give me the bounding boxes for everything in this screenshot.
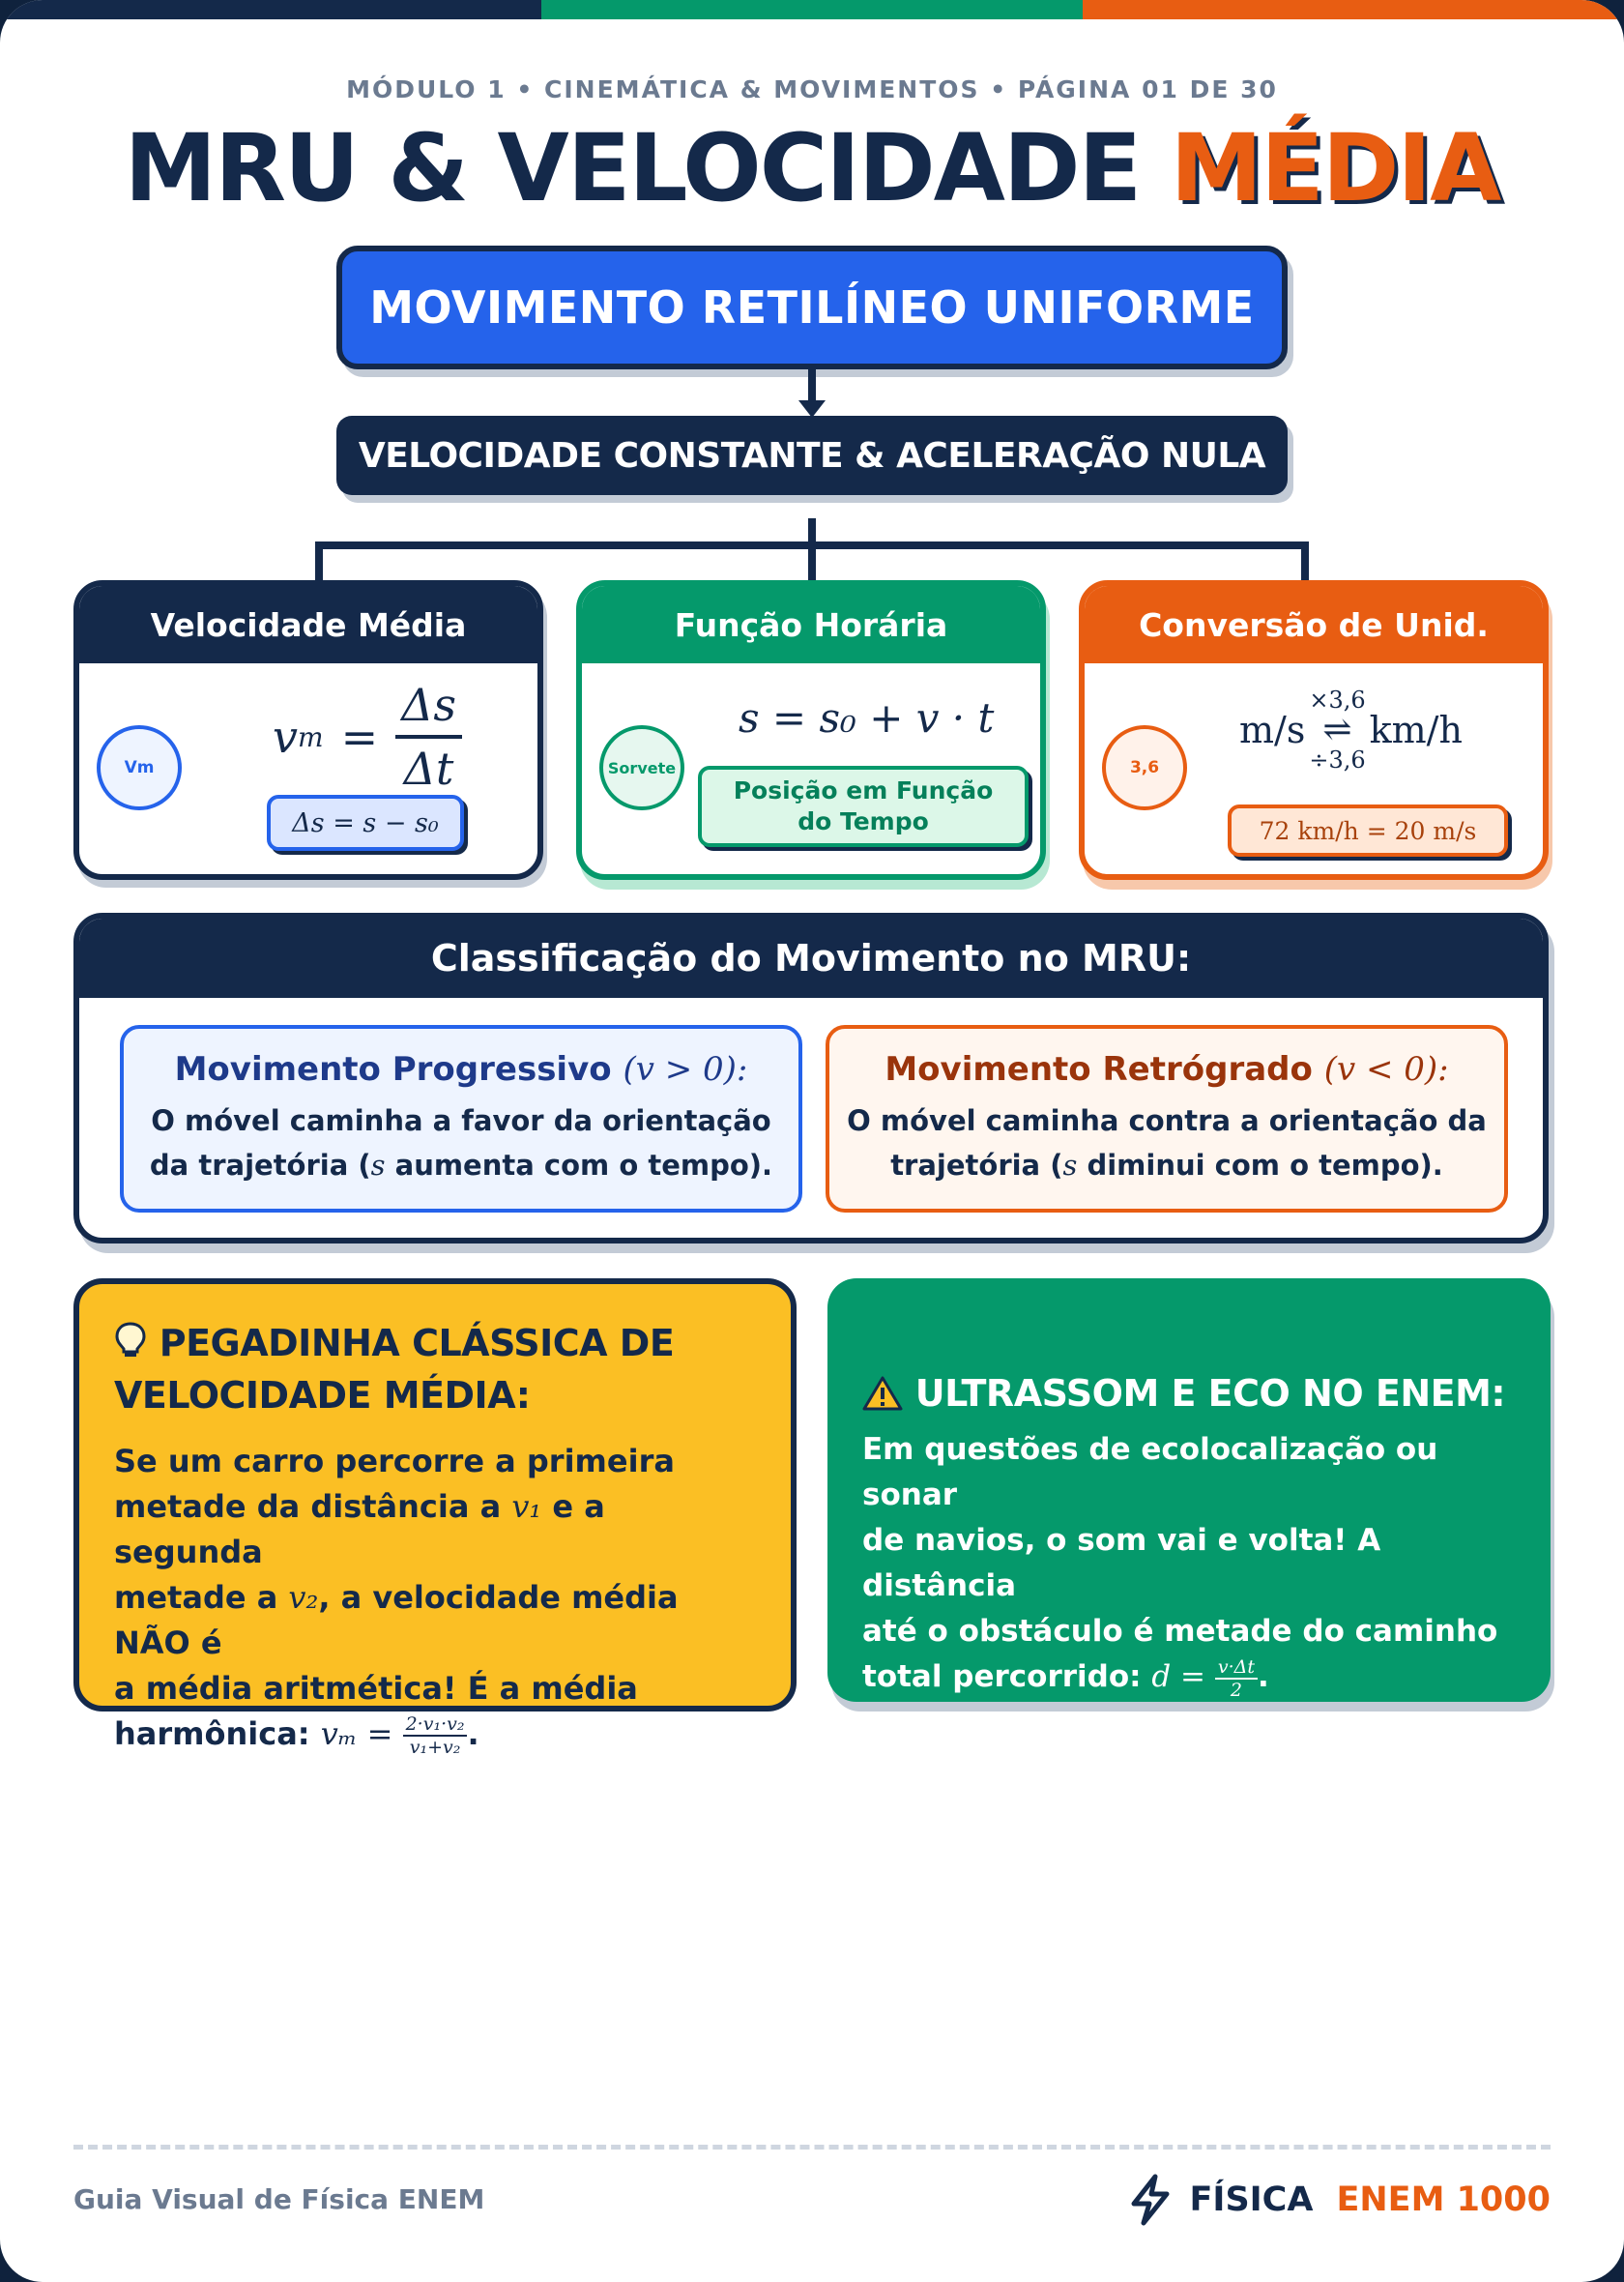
retrogrado-box: [826, 1025, 1508, 1213]
ultrassom-title-text: ULTRASSOM E ECO NO ENEM:: [914, 1372, 1506, 1415]
card-conversao-title: Conversão de Unid.: [1085, 586, 1543, 663]
pegadinha-body-line-5: [114, 1712, 756, 1757]
formula-numerator: Δs: [395, 679, 462, 739]
retrogrado-desc-2a: trajetória (: [890, 1149, 1063, 1182]
pegadinha-body-line-3: [114, 1575, 756, 1666]
formula-fraction: [395, 679, 462, 795]
page-title-accent: MÉDIA: [1170, 114, 1500, 222]
unit-left: m/s: [1239, 709, 1306, 751]
conversion-example-chip: 72 km/h = 20 m/s: [1228, 805, 1508, 857]
pegadinha-body-5a: harmônica:: [114, 1715, 321, 1752]
retrogrado-title: [884, 1050, 1448, 1089]
formula-equals: =: [340, 711, 379, 763]
lightning-icon: [1128, 2174, 1173, 2226]
footer-divider: [73, 2145, 1551, 2150]
pegadinha-body-2a: metade da distância a: [114, 1488, 512, 1525]
progressivo-title: [175, 1050, 748, 1089]
pegadinha-title-line-2: VELOCIDADE MÉDIA:: [114, 1374, 531, 1417]
warning-icon: [862, 1375, 903, 1412]
retrogrado-desc-2b: diminui com o tempo).: [1077, 1149, 1443, 1182]
top-color-bar: [0, 0, 1624, 19]
progressivo-desc-2b: aumenta com o tempo).: [385, 1149, 773, 1182]
eco-fraction: [1215, 1657, 1258, 1700]
retrogrado-title-math: (v < 0):: [1323, 1050, 1449, 1089]
harmonic-fraction: [403, 1714, 468, 1757]
card-conversao-unidades: [1079, 580, 1549, 880]
card-funcao-horaria: [576, 580, 1046, 880]
progressivo-desc-2a: da trajetória (: [149, 1149, 371, 1182]
ultrassom-body-4m: d =: [1151, 1659, 1215, 1694]
progressivo-title-text: Movimento Progressivo: [174, 1050, 612, 1089]
tree-leg-left: [315, 541, 323, 582]
card-funcao-horaria-title: Função Horária: [582, 586, 1040, 663]
harmonic-denominator: v₁+v₂: [409, 1737, 461, 1758]
page-title: [0, 114, 1624, 222]
card-velocidade-media-title: Velocidade Média: [79, 586, 537, 663]
footer-brand: [1128, 2174, 1551, 2226]
pegadinha-body-3b: , a velocidade média NÃO é: [114, 1579, 679, 1661]
progressivo-desc: [150, 1098, 772, 1187]
pegadinha-title-line-1: [114, 1317, 756, 1369]
double-arrow-icon: ⇌: [1322, 710, 1352, 749]
formula-lhs: v: [273, 711, 298, 763]
mru-definition-box: VELOCIDADE CONSTANTE & ACELERAÇÃO NULA: [336, 416, 1288, 495]
pegadinha-body-2b: e a segunda: [114, 1488, 605, 1570]
pegadinha-tip-box: [73, 1278, 797, 1758]
pegadinha-body-5b: .: [467, 1715, 479, 1752]
module-subtitle: MÓDULO 1 • CINEMÁTICA & MOVIMENTOS • PÁGINA 01 DE 30: [346, 75, 1278, 103]
progressivo-desc-line-2: [150, 1143, 772, 1187]
brand-fisica: FÍSICA: [1189, 2180, 1314, 2219]
pegadinha-title: [114, 1317, 756, 1421]
eco-numerator: v·Δt: [1215, 1657, 1258, 1680]
pegadinha-body: [114, 1439, 756, 1757]
pegadinha-body-5m: vₘ =: [320, 1715, 403, 1752]
ultrassom-title: [862, 1367, 1516, 1419]
tree-leg-middle: [808, 541, 816, 582]
retrogrado-desc: [847, 1098, 1487, 1187]
ultrassom-body-4b: .: [1258, 1659, 1269, 1694]
progressivo-desc-2m: s: [370, 1149, 386, 1182]
conversao-formula: [1239, 687, 1463, 774]
connector-line: [808, 369, 816, 402]
retrogrado-desc-line-2: [847, 1143, 1487, 1187]
classification-panel: [73, 913, 1549, 1243]
ultrassom-body-line-3: até o obstáculo é metade do caminho: [862, 1614, 1498, 1649]
pegadinha-body-line-1: Se um carro percorre a primeira: [114, 1443, 675, 1479]
funcao-horaria-formula: s = s₀ + v · t: [739, 694, 995, 742]
vm-badge-icon: Vm: [97, 725, 182, 810]
pegadinha-body-2m: v₁: [511, 1488, 542, 1525]
retrogrado-desc-line-1: O móvel caminha contra a orientação da: [847, 1104, 1487, 1137]
harmonic-numerator: 2·v₁·v₂: [403, 1714, 468, 1737]
pegadinha-body-line-2: [114, 1484, 756, 1575]
retrogrado-desc-2m: s: [1062, 1149, 1078, 1182]
pegadinha-body-3m: v₂: [288, 1579, 319, 1616]
page-title-main: MRU & VELOCIDADE: [124, 114, 1141, 222]
brand-enem: ENEM 1000: [1336, 2180, 1551, 2219]
mru-title-box: MOVIMENTO RETILÍNEO UNIFORME: [336, 246, 1288, 369]
footer-guide-label: Guia Visual de Física ENEM: [73, 2183, 485, 2215]
card-velocidade-media: [73, 580, 543, 880]
sorvete-badge-icon: Sorvete: [599, 725, 684, 810]
lightbulb-icon: [114, 1321, 147, 1360]
pegadinha-body-line-4: a média aritmética! É a média: [114, 1670, 638, 1707]
retrogrado-title-text: Movimento Retrógrado: [884, 1050, 1313, 1089]
pegadinha-body-3a: metade a: [114, 1579, 289, 1616]
eco-denominator: 2: [1230, 1679, 1242, 1701]
velocidade-media-formula: [273, 679, 462, 795]
progressivo-box: [120, 1025, 802, 1213]
conversion-arrows: [1309, 687, 1365, 774]
classification-title: Classificação do Movimento no MRU:: [79, 919, 1543, 998]
progressivo-title-math: (v > 0):: [623, 1050, 748, 1089]
posicao-tempo-chip: Posição em Função do Tempo: [698, 766, 1029, 847]
fator-badge-icon: 3,6: [1102, 725, 1187, 810]
ultrassom-body-line-1: Em questões de ecolocalização ou sonar: [862, 1432, 1438, 1512]
ultrassom-body: [862, 1427, 1516, 1700]
unit-right: km/h: [1369, 709, 1463, 751]
op-divide: ÷3,6: [1309, 746, 1366, 774]
formula-sub: m: [298, 720, 324, 753]
ultrassom-tip-box: [827, 1278, 1551, 1702]
tree-leg-right: [1301, 541, 1309, 582]
pegadinha-title-text-1: PEGADINHA CLÁSSICA DE: [159, 1322, 675, 1364]
formula-denominator: Δt: [403, 743, 454, 795]
delta-s-chip: Δs = s − s₀: [267, 795, 464, 851]
ultrassom-body-4a: total percorrido:: [862, 1659, 1152, 1694]
ultrassom-body-line-2: de navios, o som vai e volta! A distância: [862, 1523, 1381, 1603]
op-multiply: ×3,6: [1309, 687, 1366, 714]
progressivo-desc-line-1: O móvel caminha a favor da orientação: [151, 1104, 771, 1137]
ultrassom-body-line-4: [862, 1654, 1516, 1700]
